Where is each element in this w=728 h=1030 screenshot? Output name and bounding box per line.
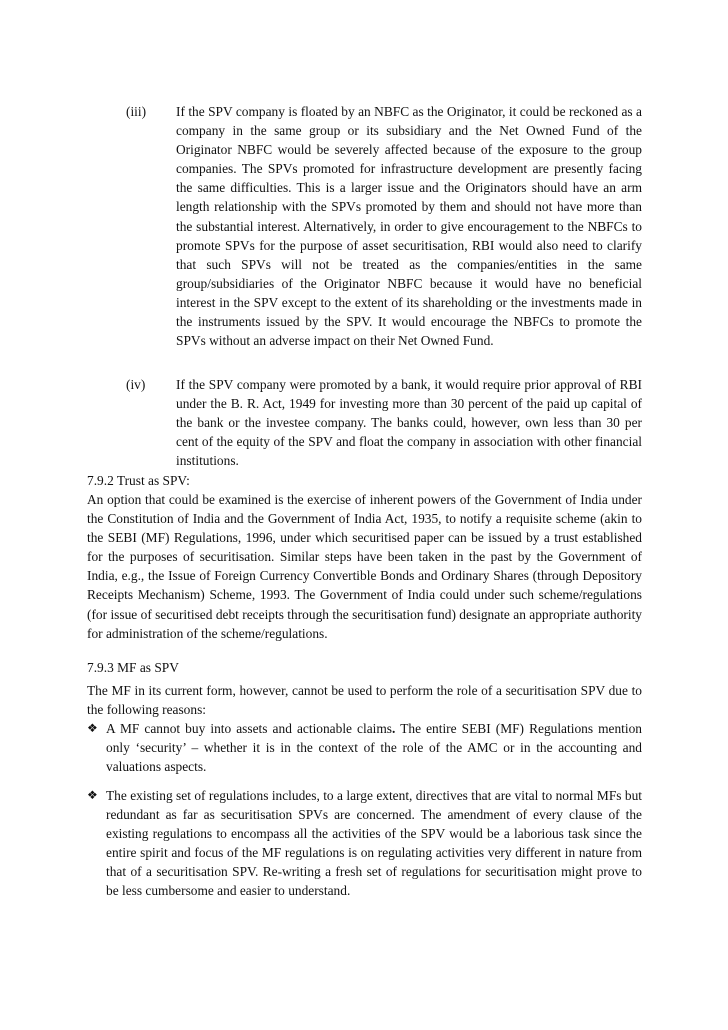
bullet-rest: The entire SEBI (MF) Regulations mention only ‘security’ – whether it is in the context of the role of the AMC or in the accounting and valuations aspects. [106,721,642,775]
item-text: If the SPV company were promoted by a bank, it would require prior approval of RBI under the B. R. Act, 1949 for investing more than 30 percent of the paid up capital of the bank or the investee company. The banks could, however, own less than 30 per cent of the equity of the SPV and float the company in association with other financial institutions. [176,377,642,469]
bullet-item [87,719,642,776]
item-number: (iv) [126,377,146,392]
section-heading-7-9-3: 7.9.3 MF as SPV [87,660,179,675]
item-text: If the SPV company is floated by an NBFC as the Originator, it could be reckoned as a company in the same group or its subsidiary and the Net Owned Fund of the Originator NBFC would be severely affected because of the exposure to the group companies. The SPVs promoted for infrastructure development are presently facing the same difficulties. This is a larger issue and the Originators should have an arm length relationship with the SPVs promoted by them and should not have more than the substantial interest. Alternatively, in order to give encouragement to the NBFCs to promote SPVs for the purpose of asset securitisation, RBI would also need to clarify that such SPVs will not be treated as the companies/entities in the same group/subsidiaries of the Originator NBFC because it would have no beneficial interest in the SPV except to the extent of its shareholding or the investments made in the instruments issued by the SPV. It would encourage the NBFCs to promote the SPVs without an adverse impact on their Net Owned Fund. [176,104,642,349]
diamond-bullet-icon: ❖ [87,788,98,802]
item-number: (iii) [126,104,147,119]
bullet-item [87,786,642,901]
list-item-iii [126,102,642,350]
bullet-text [106,786,642,901]
bullet-text [106,719,642,776]
section-body-7-9-2: An option that could be examined is the exercise of inherent powers of the Government of India under the Constitution of India and the Government of India Act, 1935, to notify a requisite scheme (akin to the SEBI (MF) Regulations, 1996, under which securitised paper can be issued by a trust established for the purposes of securitisation. Similar steps have been taken in the past by the Government of India, e.g., the Issue of Foreign Currency Convertible Bonds and Ordinary Shares (through Depository Receipts Mechanism) Scheme, 1993. The Government of India could under such scheme/regulations (for issue of securitised debt receipts through the securitisation fund) designate an appropriate authority for administration of the scheme/regulations. [87,492,642,641]
section-heading-7-9-2: 7.9.2 Trust as SPV: [87,473,190,488]
bullet-lead: The existing set of regulations includes, to a large extent, directives that are vital to normal MFs but redundant as far as securitisation SPVs are concerned. The amendment of every clause of the existing regulations to encompass all the activities of the SPV would be a laborious task since the entire spirit and focus of the MF regulations is on regulating activities very different in nature from that of a securitisation SPV. Re-writing a fresh set of regulations for securitisation might prove to be less cumbersome and easier to understand. [106,788,642,899]
list-item-iv [126,375,642,470]
diamond-bullet-icon: ❖ [87,721,98,735]
section-intro-7-9-3: The MF in its current form, however, cannot be used to perform the role of a securitisation SPV due to the following reasons: [87,683,642,718]
bullet-lead: A MF cannot buy into assets and actionable claims [106,721,393,736]
bullet-bold-period: . [392,721,396,736]
